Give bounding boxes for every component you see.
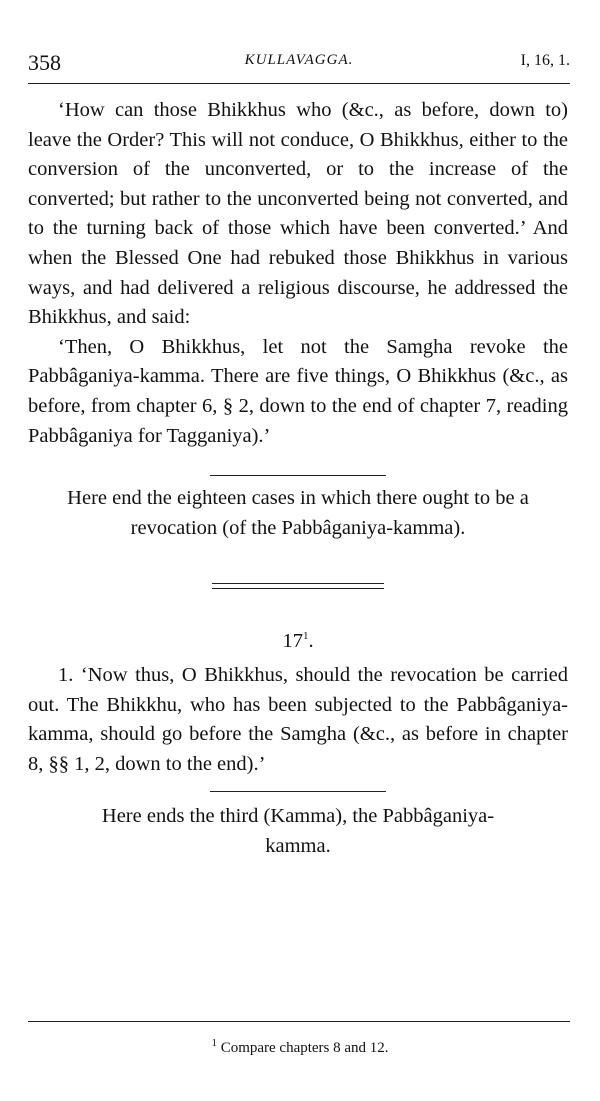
page-number: 358	[28, 50, 61, 75]
footnote	[0, 1037, 600, 1057]
chapter-footnote-mark: 1	[302, 630, 309, 643]
chapter-number: 17	[282, 630, 303, 653]
chapter-heading-period: .	[308, 630, 314, 653]
footnote-text: Compare chapters 8 and 12.	[220, 1040, 389, 1056]
closing-third-kamma: Here ends the third (Kamma), the Pabbâganiya-kamma.	[101, 805, 495, 857]
page-body	[28, 96, 568, 861]
header-rule	[28, 83, 570, 84]
footnote-mark: 1	[211, 1037, 217, 1049]
section-reference: I, 16, 1.	[520, 52, 570, 69]
paragraph-revocation-rule: ‘Then, O Bhikkhus, let not the Samgha revoke the Pabbâganiya-kamma. There are five things, O Bhikkhus (&c., as before, from chapter 6, § 2, down to the end of chapter 7, reading Pabbâganiya for Tagganiya).’	[28, 335, 568, 447]
running-title: KULLAVAGGA.	[244, 52, 354, 68]
paragraph-revocation-procedure: 1. ‘Now thus, O Bhikkhus, should the revocation be carried out. The Bhikkhu, who has been subjected to the Pabbâganiya-kamma, should go before the Samgha (&c., as before in chapter 8, §§ 1, 2, down to the end).’	[28, 663, 568, 775]
paragraph-rebuke: ‘How can those Bhikkhus who (&c., as before, down to) leave the Order? This will not conduce, O Bhikkhus, either to the conversion of the unconverted, or to the increase of the converted; but rather to the unconverted being not converted, and to the turning back of those which have been converted.’ And when the Blessed One had rebuked those Bhikkhus in various ways, and had delivered a religious discourse, he addressed the Bhikkhus, and said:	[28, 99, 568, 329]
page-header	[28, 50, 570, 80]
chapter-heading	[28, 627, 568, 657]
footnote-rule	[28, 1021, 570, 1022]
closing-eighteen-cases: Here end the eighteen cases in which there ought to be a revocation (of the Pabbâganiya-kamma).	[67, 487, 529, 539]
